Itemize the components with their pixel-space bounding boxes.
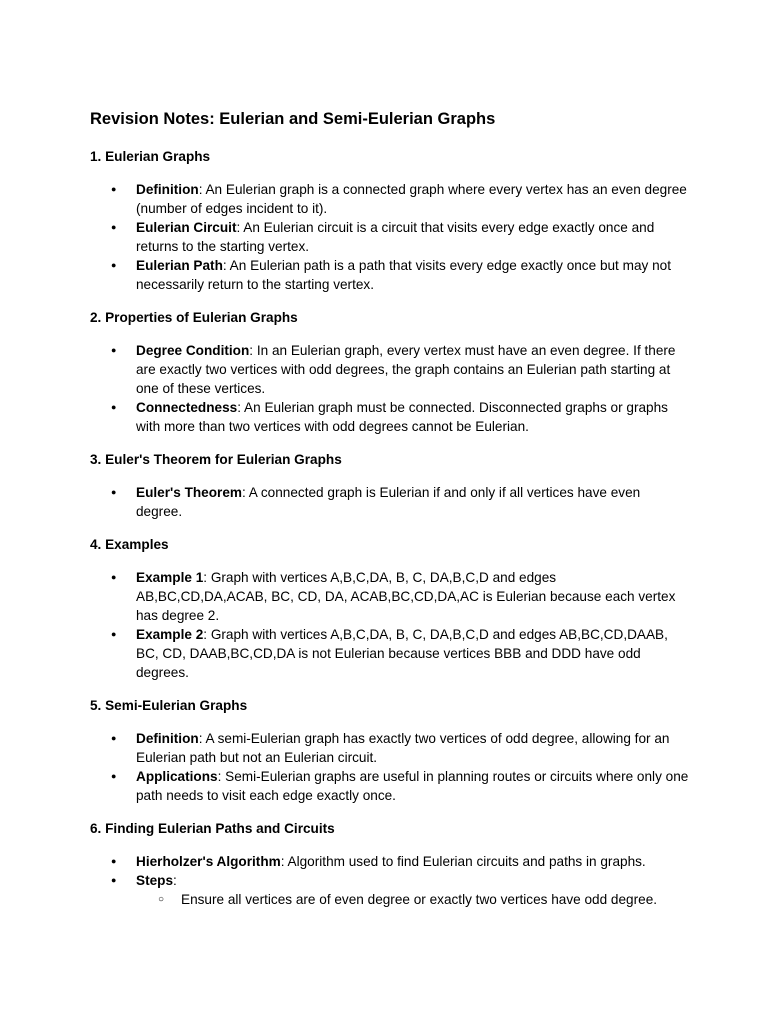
term-text: : Graph with vertices A,B,C,DA, B, C, DA,B,C,D and edges AB,BC,CD,DA,ACAB, BC, CD, DA, ACAB,BC,CD,DA,AC is Eulerian because each vertex has degree 2. <box>136 570 676 623</box>
document-title: Revision Notes: Eulerian and Semi-Eulerian Graphs <box>90 110 496 128</box>
section-heading-semi-eulerian: 5. Semi-Eulerian Graphs <box>90 698 248 713</box>
term-text: : An Eulerian path is a path that visits every edge exactly once but may not necessarily return to the starting vertex. <box>136 258 671 292</box>
list-item <box>90 398 690 436</box>
section-heading-finding-paths: 6. Finding Eulerian Paths and Circuits <box>90 821 335 836</box>
term-label: Euler's Theorem <box>136 485 242 500</box>
term-label: Steps <box>136 873 174 888</box>
list-item <box>90 767 690 805</box>
term-text: : A semi-Eulerian graph has exactly two vertices of odd degree, allowing for an Eulerian path but not an Eulerian circuit. <box>136 731 670 765</box>
term-label: Definition <box>136 731 199 746</box>
term-label: Degree Condition <box>136 343 250 358</box>
term-label: Hierholzer's Algorithm <box>136 854 281 869</box>
list-item <box>90 871 690 909</box>
list-item <box>90 483 690 521</box>
section-list-properties <box>90 341 690 436</box>
section-heading-properties: 2. Properties of Eulerian Graphs <box>90 310 298 325</box>
document-page <box>90 107 690 924</box>
section-list-finding-paths <box>90 852 690 909</box>
term-label: Example 2 <box>136 627 204 642</box>
section-heading-examples: 4. Examples <box>90 537 169 552</box>
list-item <box>90 729 690 767</box>
term-text: : An Eulerian graph is a connected graph where every vertex has an even degree (number of edges incident to it). <box>136 182 687 216</box>
list-item <box>90 180 690 218</box>
term-label: Definition <box>136 182 199 197</box>
list-item <box>90 218 690 256</box>
term-text: : In an Eulerian graph, every vertex must have an even degree. If there are exactly two vertices with odd degrees, the graph contains an Eulerian path starting at one of these vertices. <box>136 343 676 396</box>
section-heading-eulerian-graphs: 1. Eulerian Graphs <box>90 149 211 164</box>
term-label: Eulerian Path <box>136 258 223 273</box>
term-text: : A connected graph is Eulerian if and only if all vertices have even degree. <box>136 485 641 519</box>
list-item <box>90 852 690 871</box>
term-text: : Graph with vertices A,B,C,DA, B, C, DA,B,C,D and edges AB,BC,CD,DAAB, BC, CD, DAAB,BC,CD,DA is not Eulerian because vertices BBB and DDD have odd degrees. <box>136 627 668 680</box>
term-label: Applications <box>136 769 218 784</box>
term-label: Example 1 <box>136 570 204 585</box>
section-list-eulers-theorem <box>90 483 690 521</box>
list-item <box>90 256 690 294</box>
term-text: : Algorithm used to find Eulerian circuits and paths in graphs. <box>280 854 646 869</box>
term-label: Connectedness <box>136 400 238 415</box>
list-item <box>90 568 690 625</box>
section-heading-eulers-theorem: 3. Euler's Theorem for Eulerian Graphs <box>90 452 342 467</box>
term-text: : An Eulerian circuit is a circuit that visits every edge exactly once and returns to the starting vertex. <box>136 220 655 254</box>
sub-list-steps <box>136 890 690 909</box>
section-list-semi-eulerian <box>90 729 690 805</box>
section-list-examples <box>90 568 690 682</box>
term-text: : An Eulerian graph must be connected. Disconnected graphs or graphs with more than two vertices with odd degrees cannot be Eulerian. <box>136 400 668 434</box>
term-text: : <box>173 873 177 888</box>
term-text: : Semi-Eulerian graphs are useful in planning routes or circuits where only one path needs to visit each edge exactly once. <box>136 769 689 803</box>
sub-list-item: ○ Ensure all vertices are of even degree or exactly two vertices have odd degree. <box>136 890 690 909</box>
term-label: Eulerian Circuit <box>136 220 237 235</box>
section-list-eulerian-graphs <box>90 180 690 294</box>
list-item <box>90 625 690 682</box>
list-item <box>90 341 690 398</box>
